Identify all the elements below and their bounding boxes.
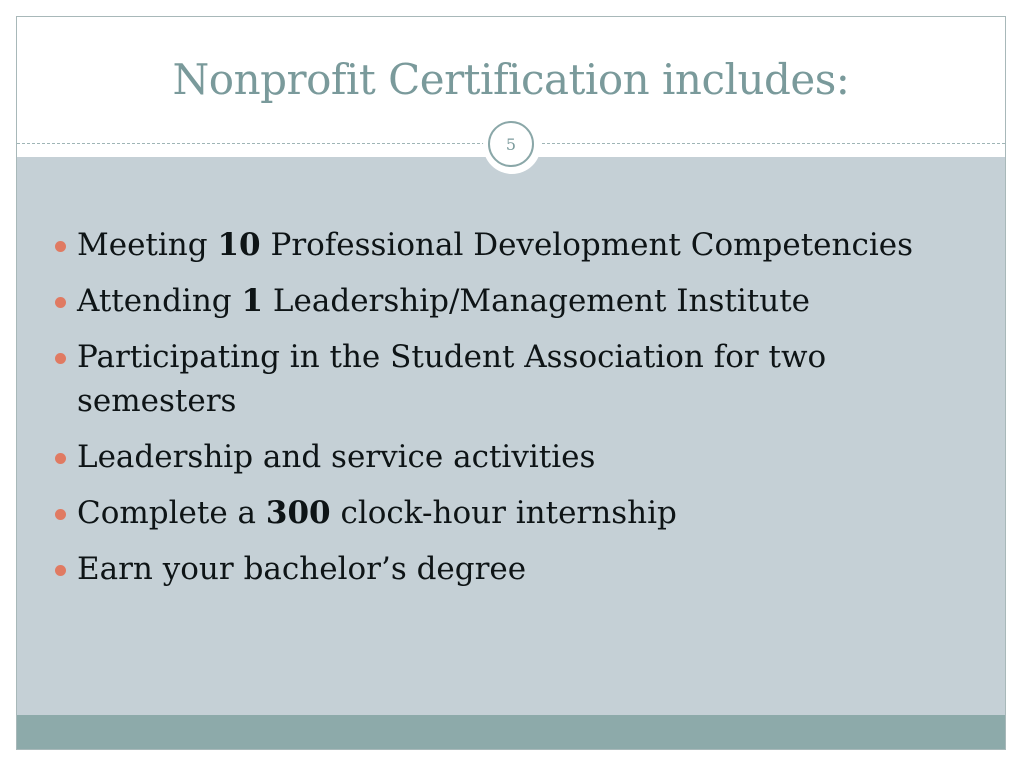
bullet-item xyxy=(55,435,995,479)
bullet-bold-number: 1 xyxy=(241,283,264,319)
bullet-text-after: Professional Development Competencies xyxy=(260,227,914,263)
bullet-text-before: Meeting xyxy=(77,227,218,263)
bullet-text-before: Complete a xyxy=(77,495,266,531)
bullet-item xyxy=(55,223,995,267)
bullet-item xyxy=(55,547,995,591)
bullet-text-before: Earn your bachelor’s degree xyxy=(77,551,527,587)
bullet-bold-number: 10 xyxy=(217,227,261,263)
bullet-text-before: Attending xyxy=(77,283,242,319)
bullet-dot-icon xyxy=(55,297,66,308)
bullet-text-before: Participating in the Student Association for two semesters xyxy=(77,339,827,419)
bullet-item xyxy=(55,279,995,323)
bullet-item xyxy=(55,491,995,535)
footer-band xyxy=(17,715,1005,749)
bullet-dot-icon xyxy=(55,565,66,576)
bullet-bold-number: 300 xyxy=(265,495,331,531)
slide-number: 5 xyxy=(488,121,534,167)
bullet-dot-icon xyxy=(55,353,66,364)
bullet-dot-icon xyxy=(55,241,66,252)
slide xyxy=(16,16,1006,750)
slide-title: Nonprofit Certification includes: xyxy=(172,55,850,104)
bullet-text-after: clock-hour internship xyxy=(330,495,677,531)
bullet-dot-icon xyxy=(55,509,66,520)
slide-number-badge xyxy=(483,116,541,174)
bullet-item xyxy=(55,335,995,423)
bullet-text-after: Leadership/Management Institute xyxy=(263,283,811,319)
bullet-text-before: Leadership and service activities xyxy=(77,439,596,475)
bullet-dot-icon xyxy=(55,453,66,464)
bullet-list xyxy=(55,223,995,603)
